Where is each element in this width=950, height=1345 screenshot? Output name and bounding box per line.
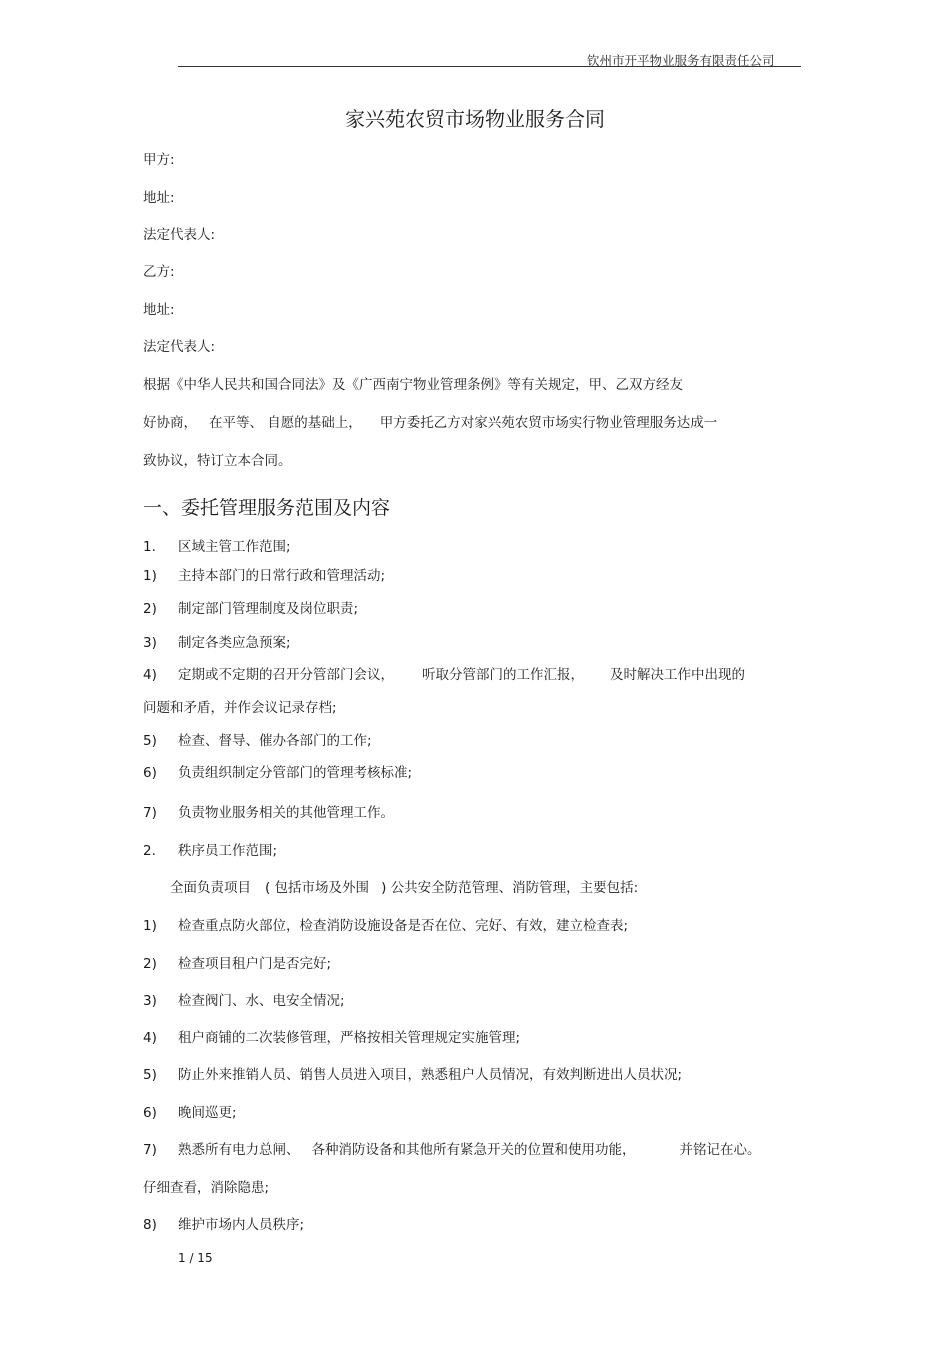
list-item (143, 1029, 520, 1047)
part-2-label: 秩序员工作范围; (178, 843, 278, 859)
list-item-number: 8) (143, 1217, 157, 1233)
header-divider (178, 66, 801, 67)
part-2-number: 2. (143, 843, 156, 859)
list-item (143, 1141, 761, 1159)
party-a-representative-label: 法定代表人: (143, 227, 216, 243)
list-item-text: 防止外来推销人员、销售人员进入项目，熟悉租户人员情况，有效判断进出人员状况; (178, 1067, 683, 1083)
party-a-address-label: 地址: (143, 190, 175, 206)
list-item-number: 3) (143, 635, 157, 651)
list-item-text: 租户商铺的二次装修管理，严格按相关管理规定实施管理; (178, 1030, 521, 1046)
part-2-intro-part-c: ) 公共安全防范管理、消防管理，主要包括: (381, 880, 639, 896)
list-item-continuation: 问题和矛盾，并作会议记录存档; (143, 700, 337, 716)
list-item-number: 4) (143, 667, 157, 683)
list-item-text: 制定部门管理制度及岗位职责; (178, 601, 359, 617)
preamble-line-2 (143, 414, 717, 432)
header-company-name: 钦州市开平物业服务有限责任公司 (587, 53, 775, 68)
list-item-text-part-b: 听取分管部门的工作汇报， (422, 667, 584, 683)
part-1-label: 区域主管工作范围; (178, 539, 291, 555)
list-item-text-part-b: 各种消防设备和其他所有紧急开关的位置和使用功能， (311, 1142, 636, 1158)
list-item-text: 检查重点防火部位，检查消防设施设备是否在位、完好、有效，建立检查表; (178, 918, 629, 934)
list-item-number: 6) (143, 765, 157, 781)
list-item-text-part-a: 定期或不定期的召开分管部门会议， (178, 667, 394, 683)
list-item (143, 567, 385, 585)
list-item (143, 732, 372, 750)
party-a-label: 甲方: (143, 152, 175, 168)
preamble-line-2-part-b: 在平等、 自愿的基础上， (209, 415, 362, 431)
list-item-text: 主持本部门的日常行政和管理活动; (178, 568, 386, 584)
part-2-intro (170, 879, 638, 897)
part-2-intro-part-a: 全面负责项目 (170, 880, 251, 896)
part-1-heading (143, 538, 291, 556)
list-item-number: 1) (143, 568, 157, 584)
list-item-text: 检查项目租户门是否完好; (178, 956, 332, 972)
preamble-line-2-part-a: 好协商， (143, 415, 197, 431)
list-item-text: 制定各类应急预案; (178, 635, 291, 651)
party-b-address-label: 地址: (143, 302, 175, 318)
part-2-heading (143, 842, 277, 860)
list-item-number: 4) (143, 1030, 157, 1046)
list-item-text: 检查、督导、催办各部门的工作; (178, 733, 372, 749)
list-item (143, 992, 345, 1010)
list-item-text: 维护市场内人员秩序; (178, 1217, 305, 1233)
list-item (143, 955, 331, 973)
list-item-text-part-c: 并铭记在心。 (679, 1142, 761, 1158)
list-item-text: 晚间巡更; (178, 1105, 237, 1121)
list-item (143, 917, 628, 935)
list-item-number: 5) (143, 733, 157, 749)
party-b-representative-label: 法定代表人: (143, 339, 216, 355)
preamble-line-1: 根据《中华人民共和国合同法》及《广西南宁物业管理条例》等有关规定，甲、乙双方经友 (143, 377, 683, 393)
list-item (143, 1104, 237, 1122)
list-item-number: 2) (143, 601, 157, 617)
preamble-line-3: 致协议，特订立本合同。 (143, 453, 292, 469)
list-item-text-part-a: 熟悉所有电力总闸、 (178, 1142, 300, 1158)
party-b-label: 乙方: (143, 264, 175, 280)
page-number: 1 / 15 (178, 1251, 213, 1265)
list-item (143, 1066, 682, 1084)
list-item-text-part-c: 及时解决工作中出现的 (610, 667, 745, 683)
list-item-number: 3) (143, 993, 157, 1009)
list-item (143, 666, 745, 684)
list-item-continuation: 仔细查看，消除隐患; (143, 1180, 270, 1196)
list-item (143, 634, 291, 652)
list-item-number: 2) (143, 956, 157, 972)
list-item-number: 7) (143, 1142, 157, 1158)
list-item-text: 检查阀门、水、电安全情况; (178, 993, 345, 1009)
section-heading-1: 一、委托管理服务范围及内容 (143, 497, 391, 519)
list-item-text: 负责物业服务相关的其他管理工作。 (178, 805, 394, 821)
list-item (143, 1216, 304, 1234)
list-item-number: 7) (143, 805, 157, 821)
part-2-intro-part-b: ( 包括市场及外围 (265, 880, 370, 896)
part-1-number: 1. (143, 539, 156, 555)
document-title: 家兴苑农贸市场物业服务合同 (345, 107, 605, 131)
list-item (143, 804, 394, 822)
list-item-number: 1) (143, 918, 157, 934)
list-item-text: 负责组织制定分管部门的管理考核标准; (178, 765, 413, 781)
preamble-line-2-part-c: 甲方委托乙方对家兴苑农贸市场实行物业管理服务达成一 (379, 415, 718, 431)
list-item-number: 6) (143, 1105, 157, 1121)
list-item (143, 600, 358, 618)
list-item (143, 764, 412, 782)
list-item-number: 5) (143, 1067, 157, 1083)
